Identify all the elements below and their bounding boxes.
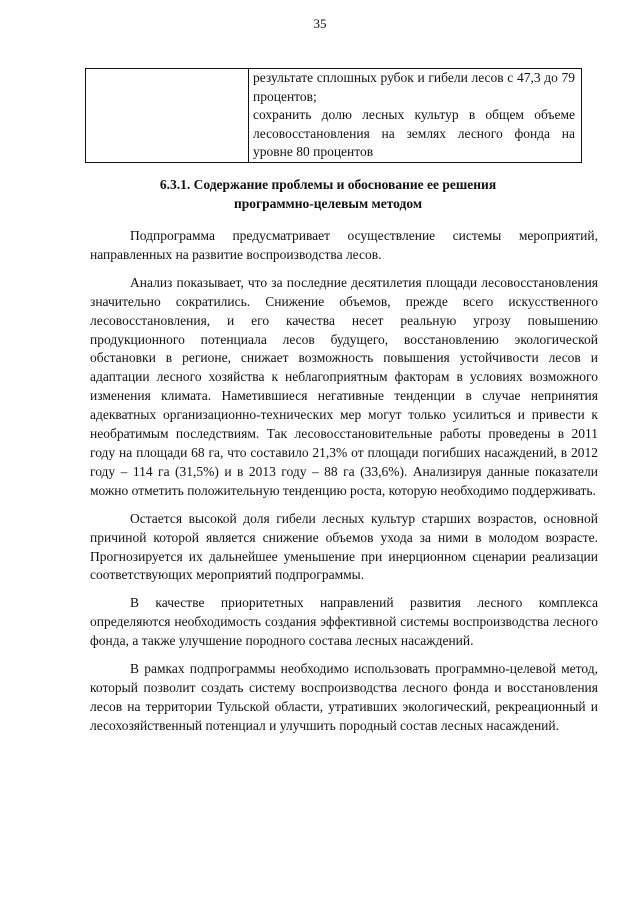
table-cell-line: сохранить долю лесных культур в общем объеме лесовосстановления на землях лесного фонда на уровне 80 процентов (253, 107, 575, 159)
paragraph: В качестве приоритетных направлений развития лесного комплекса определяются необходимость создания эффективной системы воспроизводства лесного фонда, а также улучшение породного состава лесных насаждений. (90, 595, 598, 649)
table-cell-targets (249, 69, 582, 163)
section-heading-line: 6.3.1. Содержание проблемы и обоснование ее решения (159, 177, 497, 192)
body-text (90, 227, 598, 745)
table-cell-empty (86, 69, 249, 163)
section-heading-line: программно-целевым методом (233, 195, 423, 211)
page-number: 35 (313, 16, 327, 31)
continued-table (85, 68, 582, 163)
table-cell-line: результате сплошных рубок и гибели лесов с 47,3 до 79 процентов; (253, 70, 575, 104)
paragraph: Анализ показывает, что за последние десятилетия площади лесовосстановления значительно сократились. Снижение объемов, прежде всего искусственного лесовосстановления, и его качества несет реальную угрозу повышению продукционного потенциала лесов будущего, восстановлению экологической обстановки в регионе, снижает возможность повышения устойчивости лесов и адаптации лесного хозяйства к неблагоприятным факторам в условиях возможного изменения климата. Наметившиеся негативные тенденции в случае непринятия адекватных организационно-технических мер могут только усилиться и привести к необратимым последствиям. Так лесовосстановительные работы проведены в 2011 году на площади 68 га, что составило 21,3% от площади погибших насаждений, в 2012 году – 114 га (31,5%) и в 2013 году – 88 га (33,6%). Анализируя данные показатели можно отметить положительную тенденцию роста, которую необходимо поддерживать. (90, 274, 598, 498)
paragraph: В рамках подпрограммы необходимо использовать программно-целевой метод, который позволит создать систему воспроизводства лесного фонда и восстановления лесов на территории Тульской области, утративших экологический, рекреационный и лесохозяйственный потенциал и улучшить породный состав лесных насаждений. (90, 661, 598, 733)
section-heading (90, 176, 566, 213)
paragraph: Остается высокой доля гибели лесных культур старших возрастов, основной причиной которой является снижение объемов ухода за ними в молодом возрасте. Прогнозируется их дальнейшее уменьшение при инерционном сценарии реализации соответствующих мероприятий подпрограммы. (90, 510, 598, 583)
paragraph: Подпрограмма предусматривает осуществление системы мероприятий, направленных на развитие воспроизводства лесов. (90, 228, 598, 262)
table-row (86, 69, 582, 163)
